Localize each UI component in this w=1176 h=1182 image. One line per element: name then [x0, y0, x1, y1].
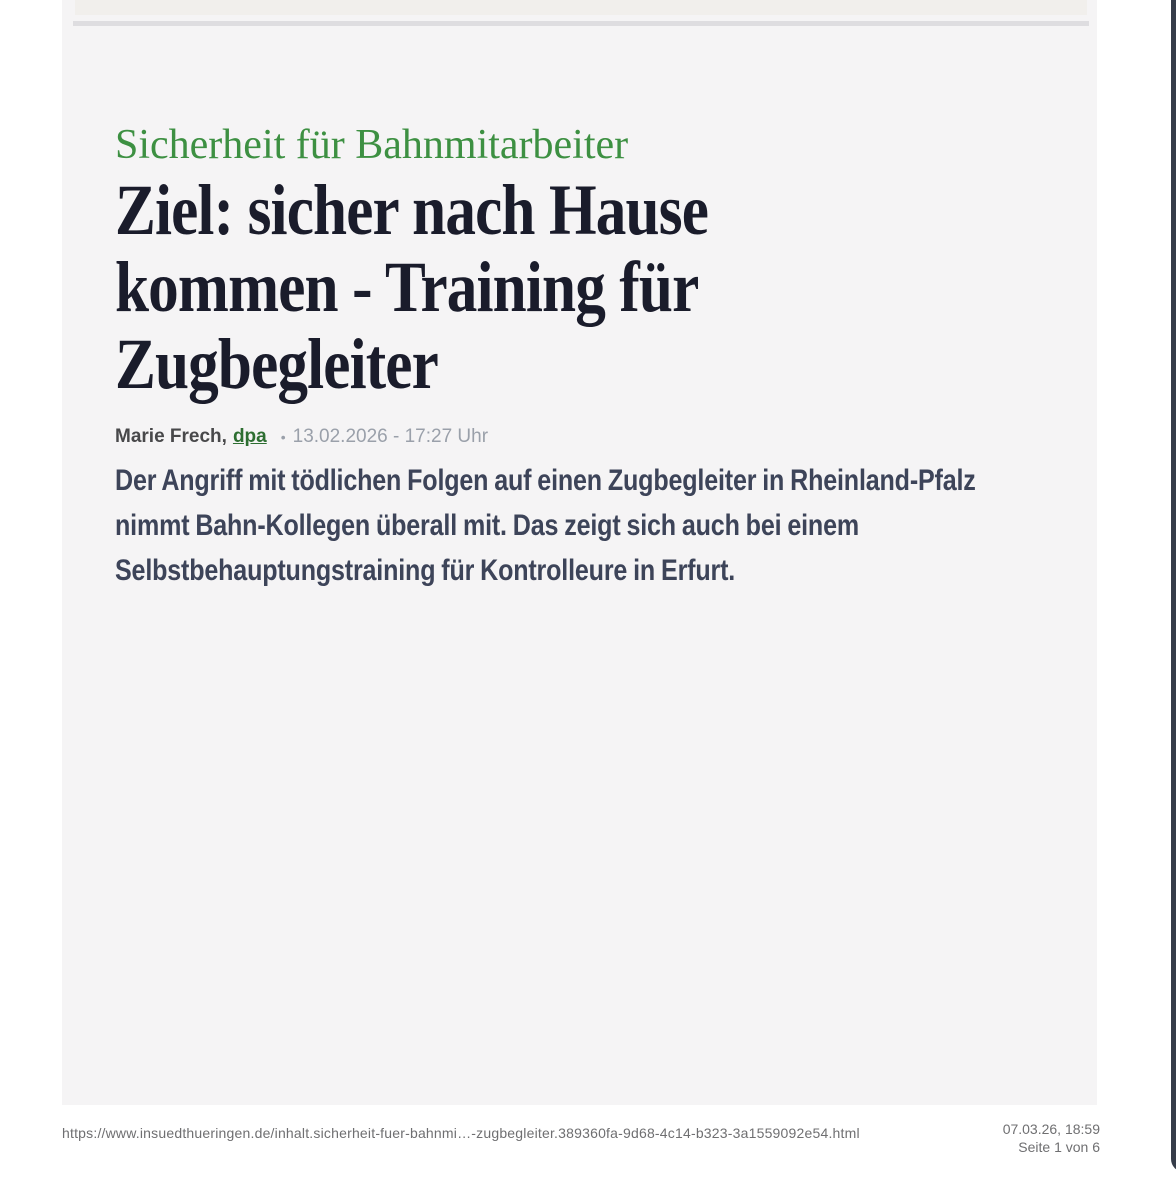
print-footer-meta: [1003, 1121, 1100, 1156]
header-divider: [73, 21, 1089, 26]
article-kicker: Sicherheit für Bahnmitarbeiter: [115, 122, 629, 168]
byline-separator-dot: •: [280, 429, 286, 445]
article-byline: [115, 424, 488, 450]
byline-agency-link[interactable]: dpa: [232, 426, 267, 447]
byline-datetime: 13.02.2026 - 17:27 Uhr: [292, 426, 489, 447]
byline-author: Marie Frech,: [115, 426, 227, 447]
article-page: [62, 0, 1097, 1105]
site-header-remnant: [75, 0, 1087, 15]
background-window-edge[interactable]: [1171, 0, 1176, 1172]
print-footer-source-url: https://www.insuedthueringen.de/inhalt.sicherheit-fuer-bahnmi…-zugbegleiter.389360fa-9d68-4c14-b323-3a1559092e54.html: [62, 1125, 860, 1141]
article-headline: Ziel: sicher nach Hause kommen - Training für Zugbegleiter: [115, 170, 709, 404]
print-footer-datetime: 07.03.26, 18:59: [1002, 1121, 1100, 1137]
print-footer-page-indicator: Seite 1 von 6: [1018, 1138, 1100, 1155]
article-lead-paragraph: Der Angriff mit tödlichen Folgen auf einen Zugbegleiter in Rheinland-Pfalz nimmt Bahn-Kollegen überall mit. Das zeigt sich auch bei einem Selbstbehauptungstraining für Kontrolleure in Erfurt.: [115, 464, 976, 587]
